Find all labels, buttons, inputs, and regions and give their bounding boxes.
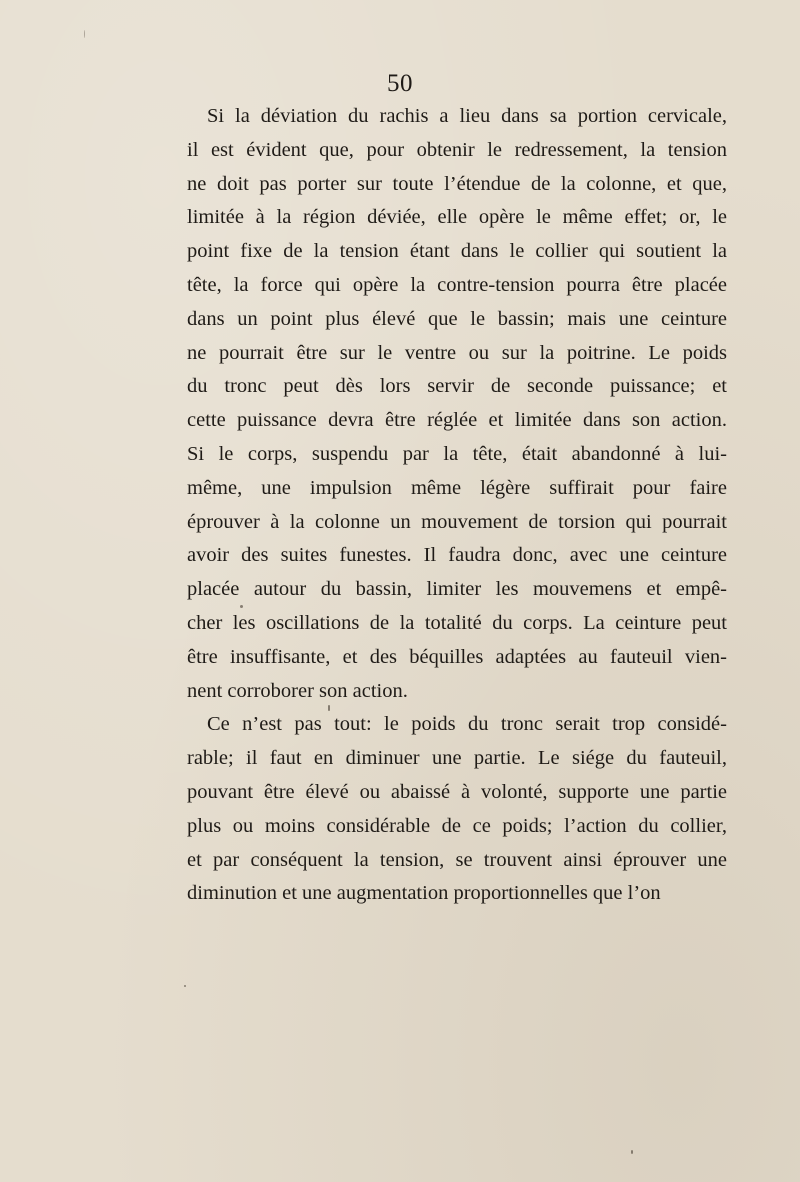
text-line: Si le corps, suspendu par la tête, était abandonné à lui- xyxy=(187,442,727,465)
text-line: et par conséquent la tension, se trouvent ainsi éprouver une xyxy=(187,848,727,871)
text-line: Si la déviation du rachis a lieu dans sa portion cervicale, xyxy=(207,105,727,127)
text-line: pouvant être élevé ou abaissé à volonté, supporte une partie xyxy=(187,780,727,803)
ink-speck xyxy=(328,705,330,711)
text-line: avoir des suites funestes. Il faudra donc, avec une ceinture xyxy=(187,544,727,567)
page-number: 50 xyxy=(387,70,413,97)
text-line: nent corroborer son action. xyxy=(187,679,408,702)
ink-speck xyxy=(184,985,186,987)
text-line: point fixe de la tension étant dans le collier qui soutient la xyxy=(187,240,727,263)
text-line: il est évident que, pour obtenir le redressement, la tension xyxy=(187,138,727,161)
text-line: éprouver à la colonne un mouvement de torsion qui pourrait xyxy=(187,510,727,533)
ink-speck xyxy=(240,605,243,608)
text-line: plus ou moins considérable de ce poids; l’action du collier, xyxy=(187,814,727,837)
text-line: tête, la force qui opère la contre-tension pourra être placée xyxy=(187,273,727,296)
text-line: cher les oscillations de la totalité du corps. La ceinture peut xyxy=(187,611,727,634)
text-line: du tronc peut dès lors servir de seconde puissance; et xyxy=(187,375,727,398)
text-line: même, une impulsion même légère suffirait pour faire xyxy=(187,476,727,499)
ink-speck xyxy=(84,30,85,38)
text-line: limitée à la région déviée, elle opère le même effet; or, le xyxy=(187,206,727,229)
text-line: ne doit pas porter sur toute l’étendue de la colonne, et que, xyxy=(187,172,727,195)
text-line: dans un point plus élevé que le bassin; mais une ceinture xyxy=(187,307,727,330)
text-line: être insuffisante, et des béquilles adaptées au fauteuil vien- xyxy=(187,645,727,668)
text-line: diminution et une augmentation proportionnelles que l’on xyxy=(187,882,661,905)
paragraph-1 xyxy=(187,100,727,708)
text-line: Ce n’est pas tout: le poids du tronc serait trop considé- xyxy=(207,713,727,736)
text-line: cette puissance devra être réglée et limitée dans son action. xyxy=(187,409,727,432)
body-text xyxy=(187,100,727,911)
text-line: rable; il faut en diminuer une partie. Le siége du fauteuil, xyxy=(187,747,727,770)
text-line: placée autour du bassin, limiter les mouvemens et empê- xyxy=(187,578,727,601)
text-line: ne pourrait être sur le ventre ou sur la poitrine. Le poids xyxy=(187,341,727,364)
paragraph-2 xyxy=(187,708,727,911)
ink-speck xyxy=(631,1150,633,1154)
